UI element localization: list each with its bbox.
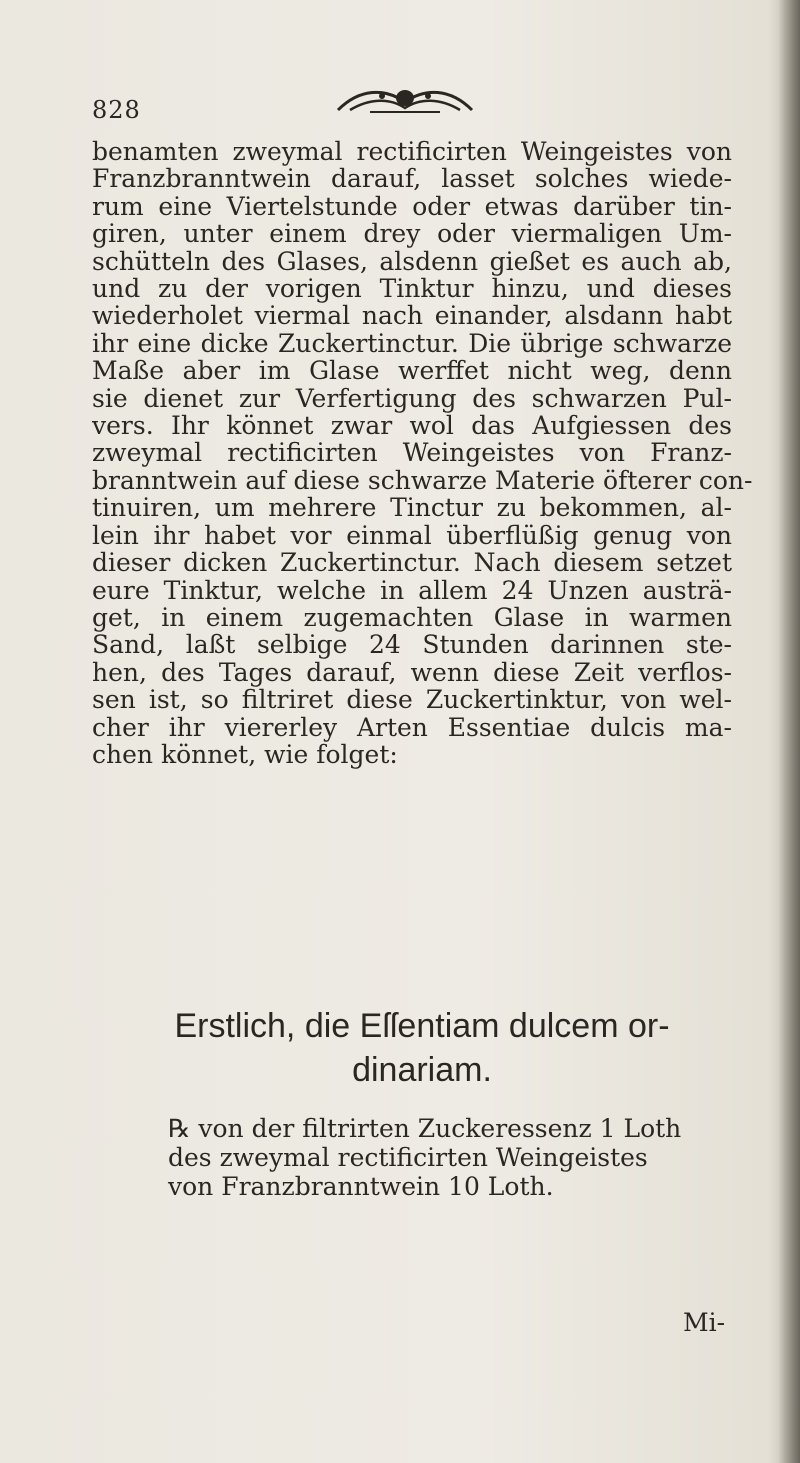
text-line: cher ihr viererley Arten Essentiae dulcis ma-: [92, 712, 732, 742]
text-line: dieser dicken Zuckertinctur. Nach diesem setzet: [92, 548, 732, 578]
text-line: Maße aber im Glase werffet nicht weg, denn: [92, 356, 732, 386]
text-line: Sand, laßt selbige 24 Stunden darinnen ste-: [92, 630, 732, 660]
text-line: vers. Ihr könnet zwar wol das Aufgiessen des: [92, 411, 732, 441]
text-line: giren, unter einem drey oder viermaligen Um-: [92, 219, 732, 249]
catchword: Mi-: [683, 1308, 726, 1337]
text-line: ihr eine dicke Zuckertinctur. Die übrige schwarze: [92, 328, 732, 358]
text-line: Franzbranntwein darauf, lasset solches wiede-: [92, 164, 732, 194]
recipe-line: des zweymal rectificirten Weingeistes: [168, 1143, 648, 1172]
text-line: wiederholet viermal nach einander, alsdann habt: [92, 301, 732, 331]
text-line: benamten zweymal rectificirten Weingeistes von: [92, 137, 732, 166]
text-line: rum eine Viertelstunde oder etwas darüber tin-: [92, 191, 732, 221]
text-line: eure Tinktur, welche in allem 24 Unzen austrä-: [92, 575, 732, 605]
printers-ornament-icon: [330, 84, 480, 118]
recipe-line: ℞ von der filtrirten Zuckeressenz 1 Loth: [168, 1114, 682, 1143]
text-line: zweymal rectificirten Weingeistes von Franz-: [92, 438, 732, 468]
heading-line: Erstlich, die Eſſentiam dulcem or-: [174, 1007, 670, 1045]
text-line: tinuiren, um mehrere Tinctur zu bekommen, al-: [92, 493, 732, 523]
page-number: 828: [92, 96, 141, 124]
text-line: sie dienet zur Verfertigung des schwarzen Pul-: [92, 383, 732, 413]
text-line: chen könnet, wie folget:: [92, 739, 398, 769]
text-line: lein ihr habet vor einmal überflüßig genug von: [92, 520, 732, 550]
text-line: hen, des Tages darauf, wenn diese Zeit verflos-: [92, 657, 732, 687]
recipe-line: von Franzbranntwein 10 Loth.: [168, 1172, 554, 1201]
text-line: und zu der vorigen Tinktur hinzu, und dieses: [92, 274, 732, 304]
text-line: sen ist, so filtriret diese Zuckertinktur, von wel-: [92, 685, 732, 715]
page-binding-shadow: [778, 0, 800, 1463]
text-line: get, in einem zugemachten Glase in warmen: [92, 602, 732, 632]
recipe-block: [168, 1114, 728, 1201]
body-paragraph: [92, 137, 753, 769]
text-line: schütteln des Glases, alsdenn gießet es auch ab,: [92, 246, 732, 276]
text-line: branntwein auf diese schwarze Materie öfterer con-: [92, 465, 753, 495]
section-heading: [92, 1004, 752, 1092]
heading-line: dinariam.: [352, 1051, 492, 1089]
